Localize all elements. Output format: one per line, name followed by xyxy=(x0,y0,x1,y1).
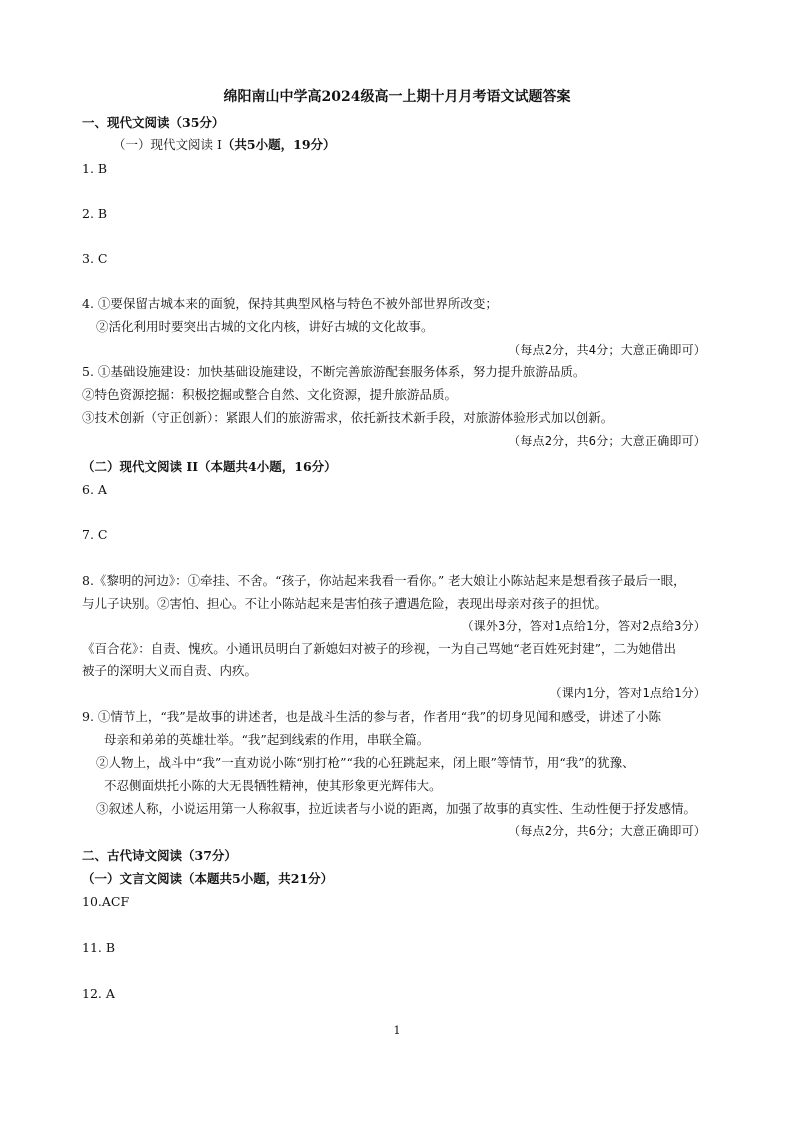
scoring-note-8a: （课外3分，答对1点给1分，答对2点给3分） xyxy=(461,619,706,633)
answer-10: 10.ACF xyxy=(82,894,130,909)
scoring-note-8b: （课内1分，答对1点给1分） xyxy=(549,686,706,700)
answer-8-line-1: 8.《黎明的河边》：①牵挂、不舍。“孩子，你站起来我看一看你。” 老大娘让小陈站起来是想看孩子最后一眼， xyxy=(82,573,686,588)
page-number: 1 xyxy=(393,1024,401,1037)
answer-9-line-4: 不忍侧面烘托小陈的大无畏牺牲精神，使其形象更光辉伟大。 xyxy=(104,778,442,793)
answer-9-line-3: ②人物上，战斗中“我”一直劝说小陈“别打枪”“我的心狂跳起来，闭上眼”等情节，用“我”的犹豫、 xyxy=(96,755,635,770)
answer-5-line-1: 5. ①基础设施建设：加快基础设施建设，不断完善旅游配套服务体系，努力提升旅游品质。 xyxy=(82,364,586,379)
answer-5-line-2: ②特色资源挖掘：积极挖掘或整合自然、文化资源，提升旅游品质。 xyxy=(82,387,458,402)
answer-3: 3. C xyxy=(82,251,108,266)
answer-1: 1. B xyxy=(82,161,108,176)
answer-8-line-3: 《百合花》：自责、愧疚。小通讯员明白了新媳妇对被子的珍视，一为自己骂她“老百姓死封建”，二为她借出 xyxy=(82,641,677,656)
section-heading-classical-reading: 二、古代诗文阅读（37分） xyxy=(82,848,237,863)
answer-8-line-2: 与儿子诀别。②害怕、担心。不让小陈站起来是害怕孩子遭遇危险，表现出母亲对孩子的担忧。 xyxy=(82,596,608,611)
subsection-score: （共5小题，19分） xyxy=(221,137,336,152)
answer-9-line-5: ③叙述人称，小说运用第一人称叙事，拉近读者与小说的距离，加强了故事的真实性、生动性便于抒发感情。 xyxy=(96,801,697,816)
subsection-heading-reading-1 xyxy=(113,136,336,154)
answer-4-line-2: ②活化利用时要突出古城的文化内核，讲好古城的文化故事。 xyxy=(96,319,434,334)
answer-11: 11. B xyxy=(82,940,116,955)
subsection-heading-classical-prose: （一）文言文阅读（本题共5小题，共21分） xyxy=(82,871,334,886)
answer-2: 2. B xyxy=(82,206,108,221)
answer-12: 12. A xyxy=(82,986,115,1001)
subsection-heading-reading-2: （二）现代文阅读 II（本题共4小题，16分） xyxy=(82,459,337,474)
answer-6: 6. A xyxy=(82,482,107,497)
answer-5-line-3: ③技术创新（守正创新）：紧跟人们的旅游需求，依托新技术新手段，对旅游体验形式加以创新。 xyxy=(82,410,614,425)
section-heading-modern-reading: 一、现代文阅读（35分） xyxy=(82,115,225,130)
answer-9-line-1: 9. ①情节上，“我”是故事的讲述者，也是战斗生活的参与者，作者用“我”的切身见闻和感受，讲述了小陈 xyxy=(82,709,661,724)
page-title: 绵阳南山中学高2024级高一上期十月月考语文试题答案 xyxy=(223,89,571,105)
answer-9-line-2: 母亲和弟弟的英雄壮举。“我”起到线索的作用，串联全篇。 xyxy=(104,732,430,747)
answer-8-line-4: 被子的深明大义而自责、内疚。 xyxy=(82,663,258,678)
scoring-note-5: （每点2分，共6分；大意正确即可） xyxy=(508,434,706,448)
answer-7: 7. C xyxy=(82,527,108,542)
scoring-note-4: （每点2分，共4分；大意正确即可） xyxy=(508,343,706,357)
subsection-label: （一）现代文阅读 I xyxy=(113,137,222,152)
answer-4-line-1: 4. ①要保留古城本来的面貌，保持其典型风格与特色不被外部世界所改变； xyxy=(82,296,498,311)
scoring-note-9: （每点2分，共6分；大意正确即可） xyxy=(508,824,706,838)
